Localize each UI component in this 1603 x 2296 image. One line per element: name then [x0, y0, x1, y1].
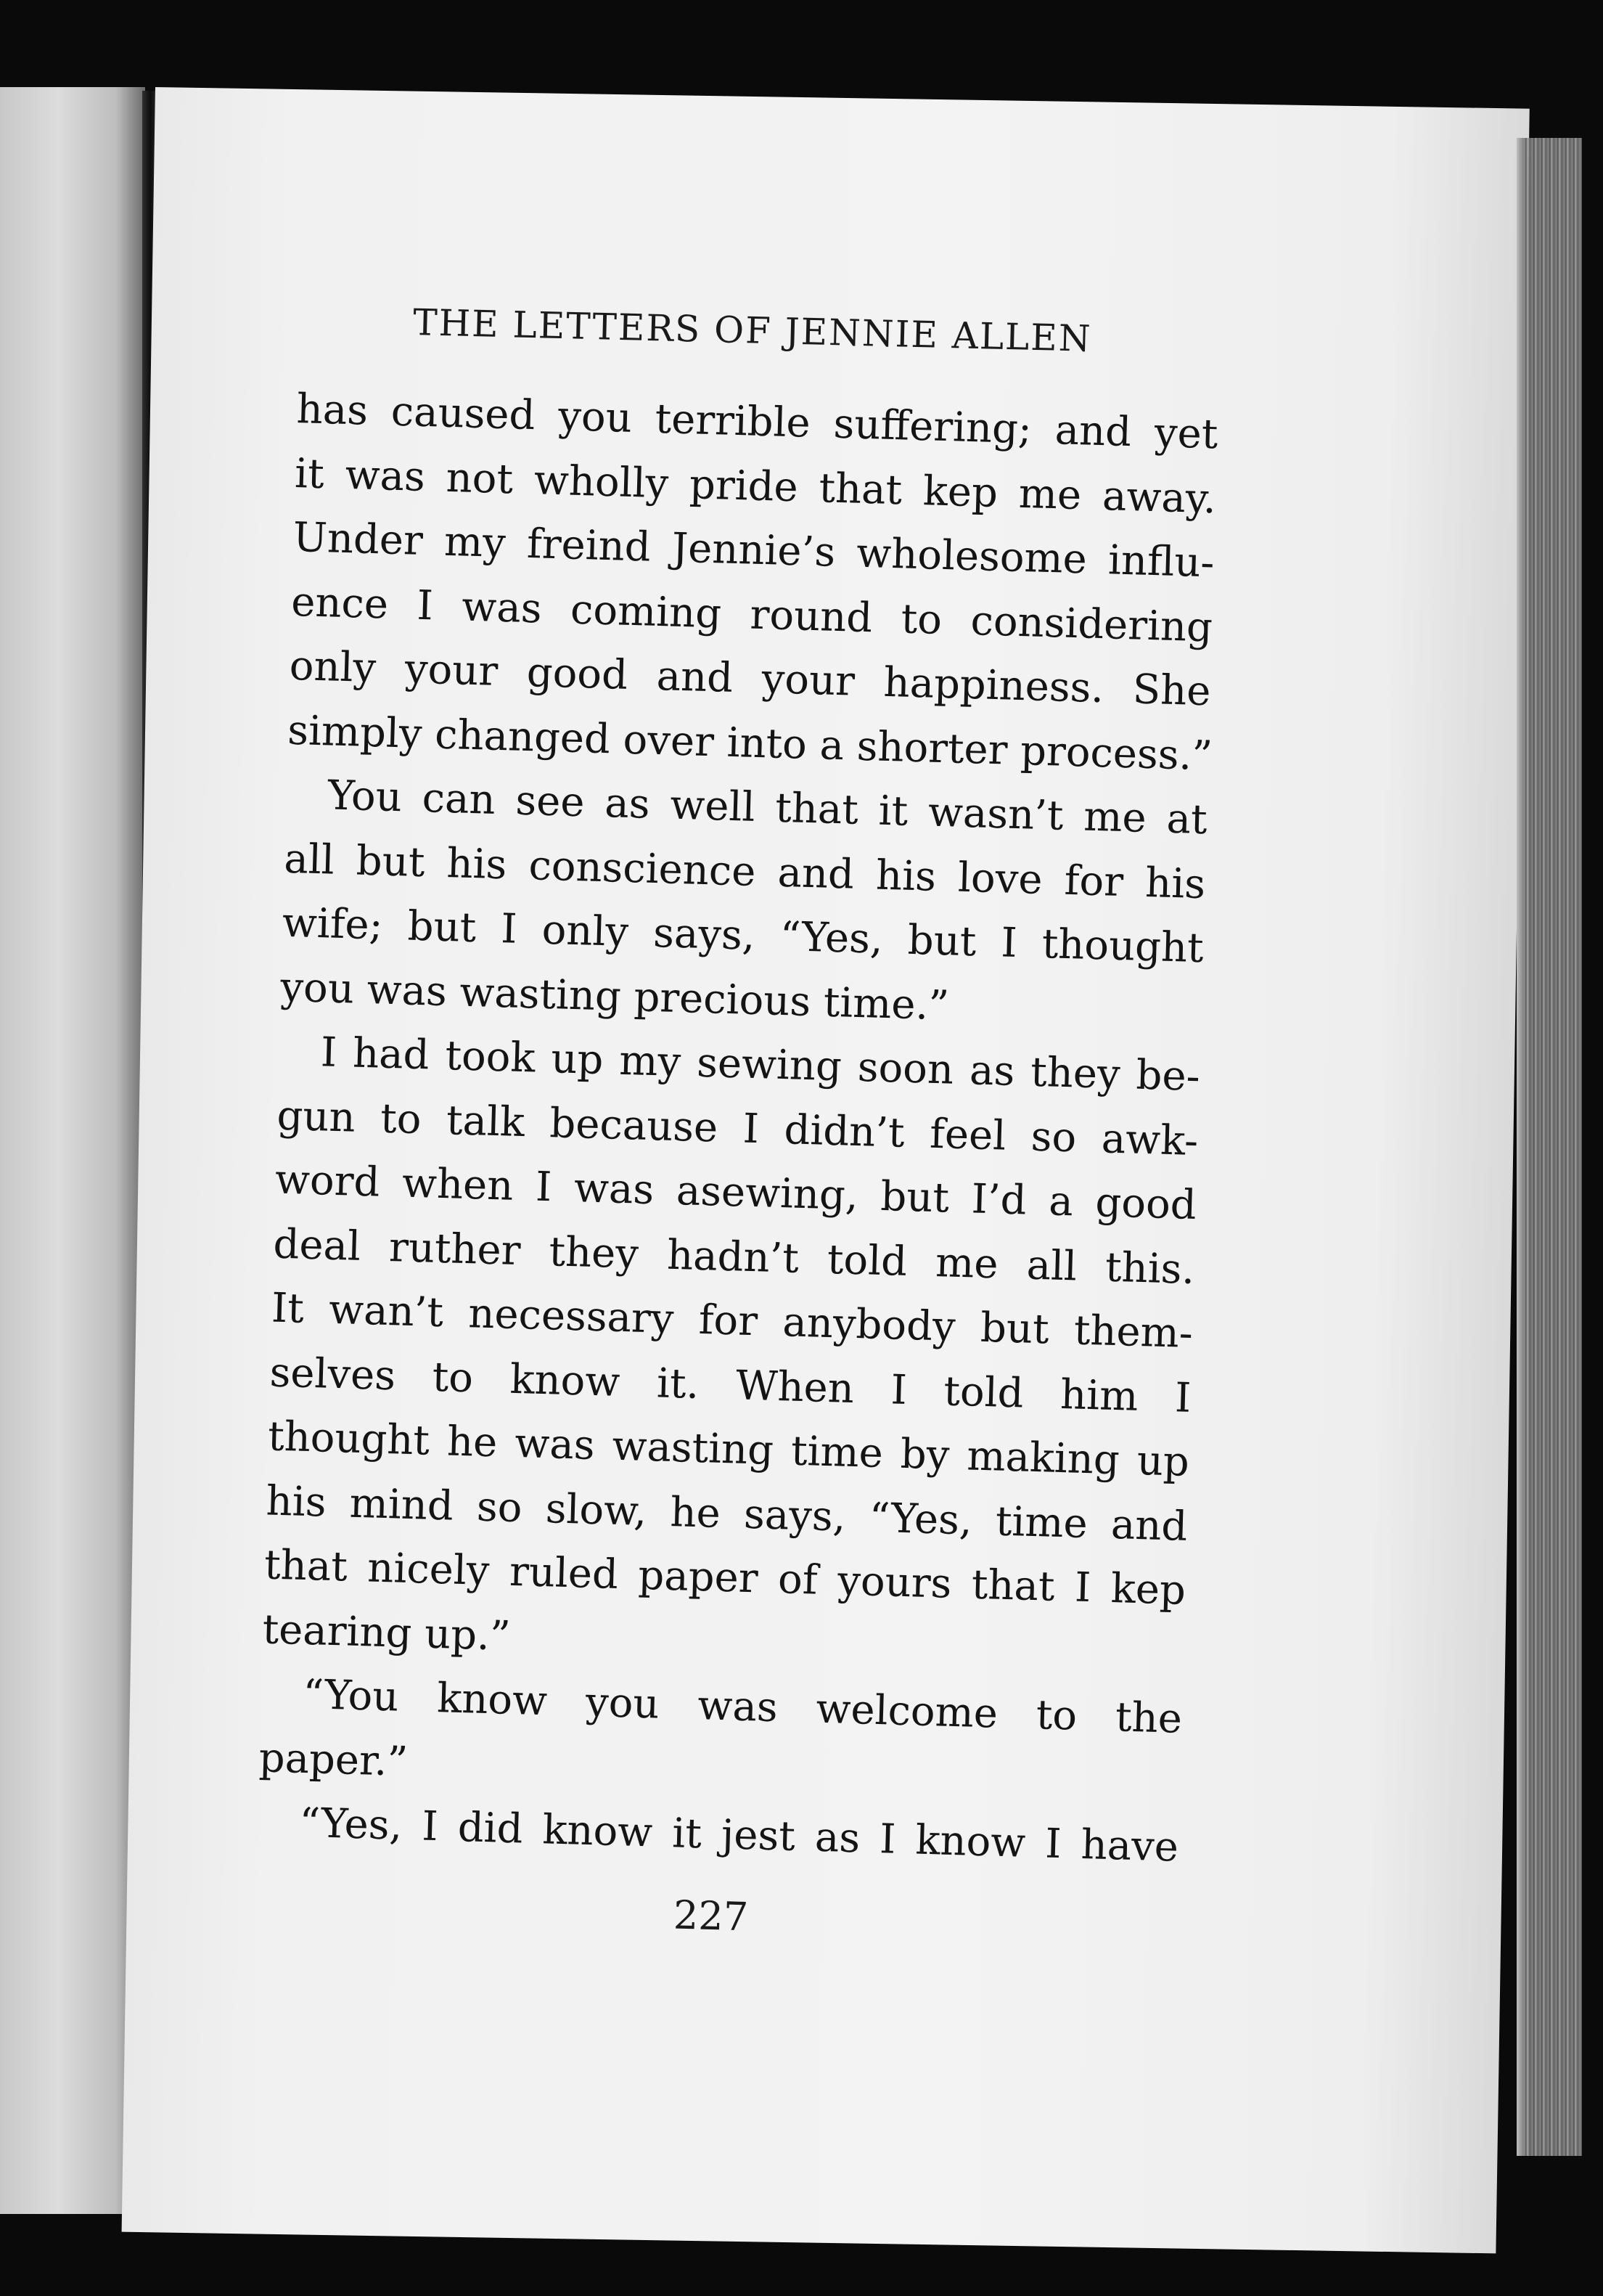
text-line: You can see as well that it wasn’t me at	[327, 772, 1208, 844]
text-line: paper.”	[258, 1733, 409, 1786]
body-text	[256, 377, 1218, 1880]
text-line: thought he was wasting time by making up	[267, 1413, 1190, 1486]
text-line: selves to know it. When I told him I	[268, 1348, 1192, 1422]
page-number: 227	[673, 1892, 749, 1940]
text-line: all but his conscience and his love for his	[283, 835, 1206, 908]
running-head: THE LETTERS OF JENNIE ALLEN	[412, 301, 1093, 360]
text-line: ence I was coming round to considering	[290, 578, 1213, 651]
text-line: that nicely ruled paper of yours that I kep	[263, 1541, 1186, 1614]
text-line: it was not wholly pride that kep me away.	[294, 449, 1217, 523]
text-line: word when I was asewing, but I’d a good	[274, 1156, 1197, 1230]
text-line: I had took up my sewing soon as they be-	[320, 1029, 1201, 1101]
text-line: gun to talk because I didn’t feel so awk-	[276, 1092, 1200, 1165]
page-stack-edges	[1524, 138, 1582, 2156]
text-line: simply changed over into a shorter process.”	[287, 706, 1213, 780]
facing-page-edge	[0, 87, 145, 2214]
text-line: It wan’t necessary for anybody but them-	[271, 1284, 1194, 1357]
text-line: deal ruther they hadn’t told me all this.	[272, 1220, 1196, 1294]
text-line: you was wasting precious time.”	[279, 963, 950, 1029]
text-line: “Yes, I did know it jest as I know I have	[298, 1799, 1179, 1871]
text-line: Under my freind Jennie’s wholesome influ-	[292, 513, 1215, 587]
text-line: tearing up.”	[261, 1605, 512, 1660]
text-line: wife; but I only says, “Yes, but I thought	[282, 899, 1205, 973]
text-line: only your good and your happiness. She	[288, 642, 1212, 716]
text-line: his mind so slow, he says, “Yes, time and	[265, 1476, 1189, 1551]
text-line: has caused you terrible suffering; and yet	[295, 385, 1219, 459]
text-line: “You know you was welcome to the	[302, 1670, 1183, 1743]
